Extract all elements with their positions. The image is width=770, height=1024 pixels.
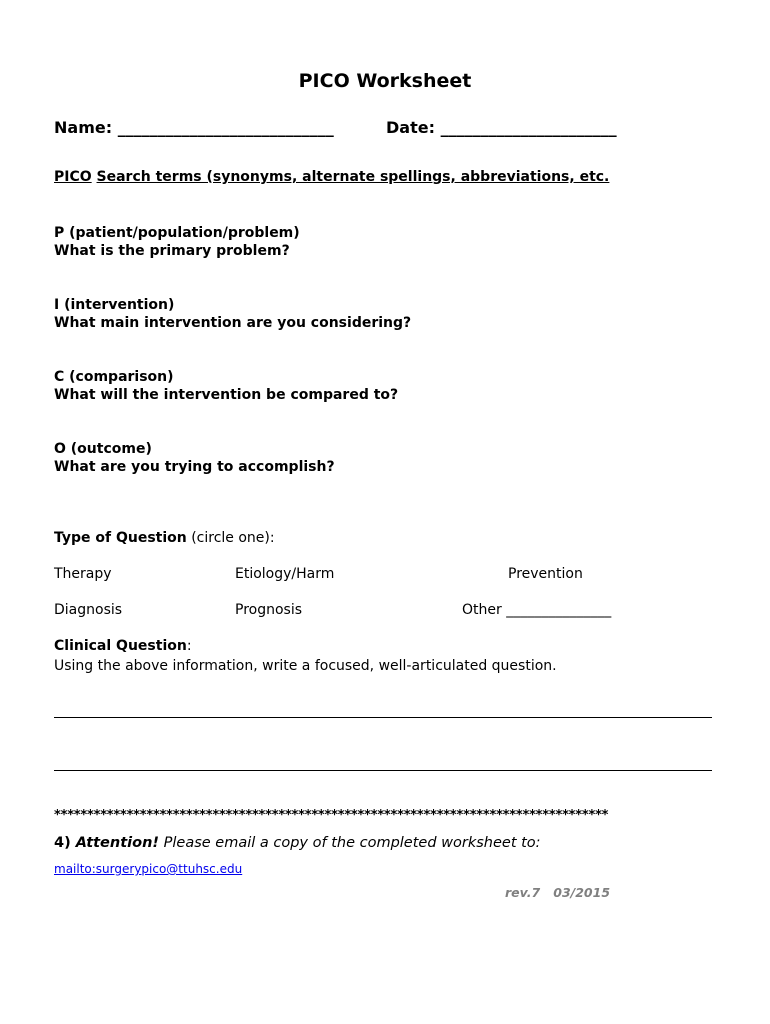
attention-word: Attention!: [75, 835, 160, 851]
name-blank: ___________________________: [117, 118, 334, 137]
option-prognosis[interactable]: Prognosis: [235, 602, 303, 618]
section-heading: I (intervention): [54, 297, 175, 313]
attention-text: Please email a copy of the completed worksheet to:: [159, 835, 541, 851]
option-other[interactable]: Other _______________: [462, 602, 612, 618]
section-p: [54, 224, 300, 260]
section-question: What are you trying to accomplish?: [54, 459, 335, 475]
section-heading: P (patient/population/problem): [54, 225, 300, 241]
attention-number: 4): [54, 835, 76, 851]
section-i: [54, 296, 411, 332]
section-question: What is the primary problem?: [54, 243, 290, 259]
option-therapy[interactable]: Therapy: [54, 566, 112, 582]
clinical-question-heading: Clinical Question: [54, 638, 187, 654]
section-c: [54, 368, 398, 404]
question-type-hint: (circle one):: [186, 530, 275, 546]
name-field[interactable]: [54, 118, 334, 137]
search-terms-heading: [54, 169, 609, 185]
answer-line-1[interactable]: [54, 717, 712, 718]
question-type-heading: Type of Question: [54, 530, 187, 546]
option-etiology-harm[interactable]: Etiology/Harm: [235, 566, 335, 582]
search-terms-label: Search terms (synonyms, alternate spellings, abbreviations, etc.: [96, 169, 610, 185]
clinical-question-instruction: Using the above information, write a focused, well-articulated question.: [54, 658, 557, 674]
email-link[interactable]: mailto:surgerypico@ttuhsc.edu: [54, 862, 243, 876]
question-type-label: [54, 530, 275, 546]
date-blank: ______________________: [440, 118, 617, 137]
option-prevention[interactable]: Prevention: [508, 566, 583, 582]
page-title: PICO Worksheet: [298, 70, 472, 92]
revision-label: rev.7 03/2015: [505, 885, 611, 900]
separator-stars: ************************************************************************************: [54, 808, 609, 823]
section-question: What will the intervention be compared to?: [54, 387, 399, 403]
name-label: Name:: [54, 118, 113, 137]
attention-line: [54, 835, 541, 851]
section-question: What main intervention are you considering?: [54, 315, 412, 331]
date-label: Date:: [386, 118, 435, 137]
section-heading: C (comparison): [54, 369, 174, 385]
pico-label: PICO: [54, 169, 92, 185]
clinical-question-colon: :: [186, 638, 192, 654]
clinical-question-label: [54, 638, 192, 654]
date-field[interactable]: [386, 118, 617, 137]
answer-line-2[interactable]: [54, 770, 712, 771]
option-diagnosis[interactable]: Diagnosis: [54, 602, 123, 618]
section-o: [54, 440, 335, 476]
section-heading: O (outcome): [54, 441, 152, 457]
